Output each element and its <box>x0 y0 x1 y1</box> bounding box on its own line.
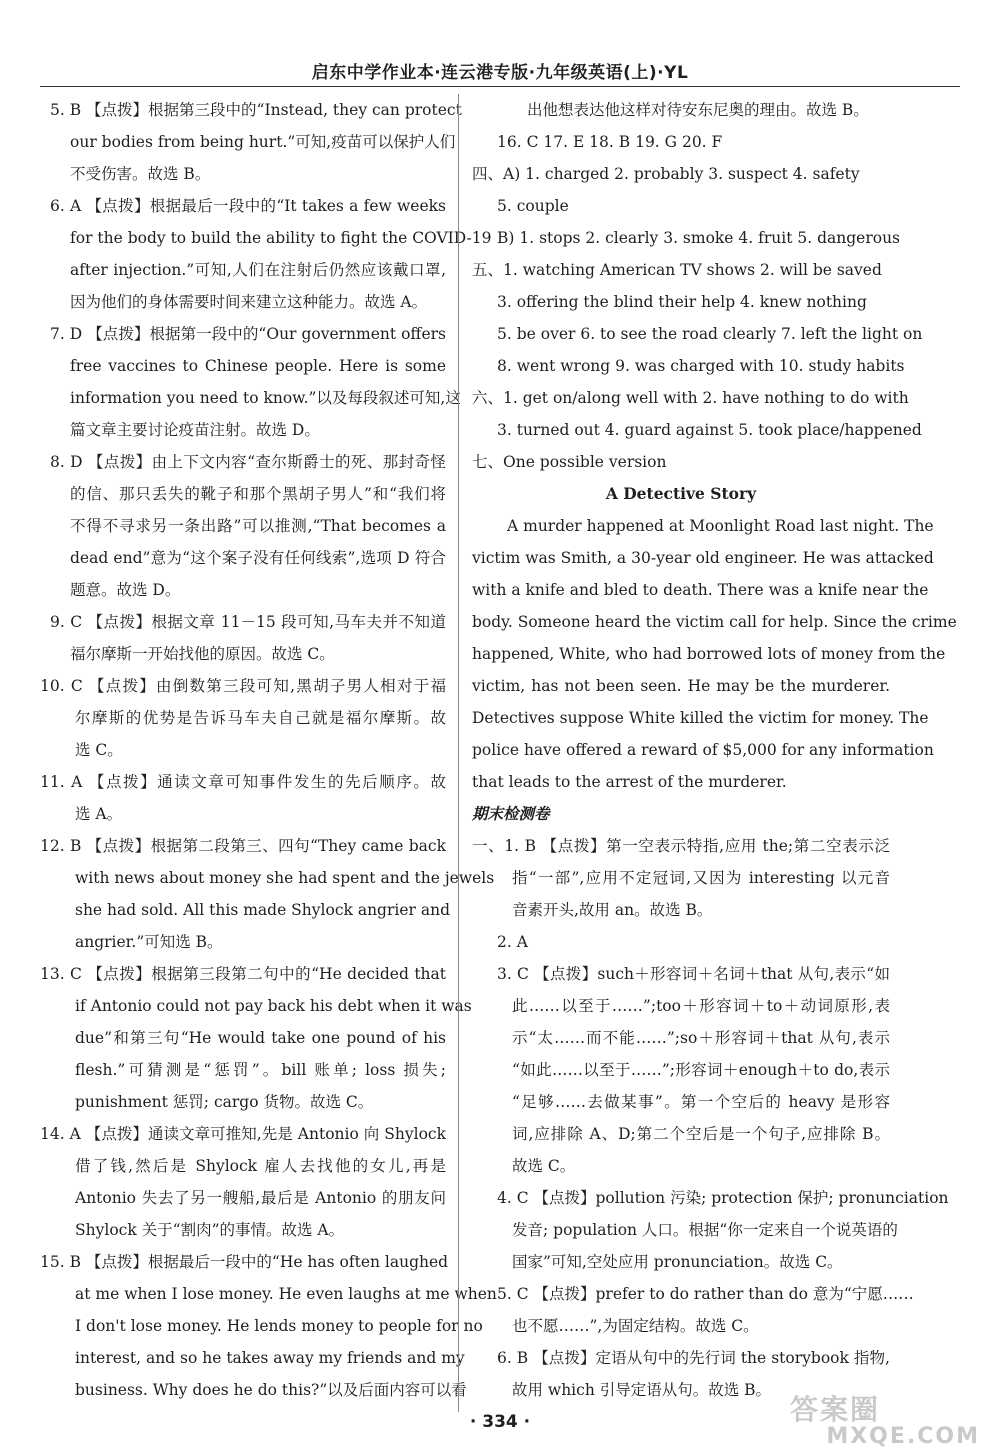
watermark-top-text: 答案圈 <box>790 1393 881 1426</box>
text-line: business. Why does he do this?”以及后面内容可以看 <box>75 1381 467 1399</box>
text-line: 5. C 【点拨】prefer to do rather than do 意为“宁愿…… <box>497 1285 914 1303</box>
text-line: I don't lose money. He lends money to people for no <box>75 1317 483 1335</box>
header-rule <box>40 86 960 87</box>
text-line: 不受伤害。故选 B。 <box>70 165 211 183</box>
text-line: 尔摩斯的优势是告诉马车夫自己就是福尔摩斯。故 <box>75 709 446 727</box>
section-heading: 期末检测卷 <box>472 805 550 823</box>
text-line: 四、A) 1. charged 2. probably 3. suspect 4. safety <box>472 165 860 183</box>
text-line: 选 C。 <box>75 741 123 759</box>
text-line: 9. C 【点拨】根据文章 11－15 段可知,马车夫并不知道 <box>50 613 446 631</box>
text-line: 出他想表达他这样对待安东尼奥的理由。故选 B。 <box>527 101 869 119</box>
text-line: happened, White, who had borrowed lots of money from the <box>472 645 946 663</box>
text-line: 故用 which 引导定语从句。故选 B。 <box>512 1381 772 1399</box>
left-column <box>40 94 497 1406</box>
text-line: 七、One possible version <box>472 453 667 471</box>
text-line: body. Someone heard the victim call for help. Since the crime <box>472 613 957 631</box>
text-line: “足够……去做某事”。第一个空后的 heavy 是形容 <box>512 1093 890 1111</box>
text-line: 3. C 【点拨】such＋形容词＋名词＋that 从句,表示“如 <box>497 965 890 983</box>
text-line: for the body to build the ability to fight the COVID-19 <box>70 229 492 247</box>
text-line: after injection.”可知,人们在注射后仍然应该戴口罩, <box>70 261 446 279</box>
text-line: Shylock 关于“割肉”的事情。故选 A。 <box>75 1221 345 1239</box>
text-line: 12. B 【点拨】根据第二段第三、四句“They came back <box>40 837 446 855</box>
text-line: 指“一部”,应用不定冠词,又因为 interesting 以元音 <box>512 869 890 887</box>
text-line: flesh.”可猜测是“惩罚”。bill 账单; loss 损失; <box>75 1061 446 1079</box>
text-line: interest, and so he takes away my friends and my <box>75 1349 465 1367</box>
text-line: 福尔摩斯一开始找他的原因。故选 C。 <box>70 645 335 663</box>
page-header-title: 启东中学作业本·连云港专版·九年级英语(上)·YL <box>311 63 689 83</box>
text-line: “如此……以至于……”;形容词＋enough＋to do,表示 <box>512 1061 890 1079</box>
text-line: 5. couple <box>497 197 569 215</box>
text-line: 音素开头,故用 an。故选 B。 <box>512 901 713 919</box>
text-line: 11. A 【点拨】通读文章可知事件发生的先后顺序。故 <box>40 773 446 791</box>
text-line: with news about money she had spent and the jewels <box>75 869 495 887</box>
text-line: victim, has not been seen. He may be the murderer. <box>472 677 890 695</box>
column-divider <box>458 94 459 1412</box>
text-line: Detectives suppose White killed the victim for money. The <box>472 709 929 727</box>
text-line: 3. turned out 4. guard against 5. took place/happened <box>497 421 922 439</box>
text-line: 选 A。 <box>75 805 123 823</box>
text-line: 8. went wrong 9. was charged with 10. study habits <box>497 357 905 375</box>
text-line: free vaccines to Chinese people. Here is some <box>70 357 446 375</box>
text-line: with a knife and bled to death. There was a knife near the <box>472 581 929 599</box>
text-line: 国家”可知,空处应用 pronunciation。故选 C。 <box>512 1253 843 1271</box>
text-line: 4. C 【点拨】pollution 污染; protection 保护; pronunciation <box>497 1189 949 1207</box>
right-column <box>472 94 957 1406</box>
text-line: 六、1. get on/along well with 2. have nothing to do with <box>472 389 909 407</box>
text-line: 借了钱,然后是 Shylock 雇人去找他的女儿,再是 <box>75 1157 446 1175</box>
text-line: punishment 惩罚; cargo 货物。故选 C。 <box>75 1093 374 1111</box>
text-line: 5. be over 6. to see the road clearly 7. left the light on <box>497 325 923 343</box>
page-number: · 334 · <box>469 1412 531 1432</box>
text-line: 篇文章主要讨论疫苗注射。故选 D。 <box>70 421 320 439</box>
text-line: 发音; population 人口。根据“你一定来自一个说英语的 <box>512 1221 898 1239</box>
text-line: 此……以至于……”;too＋形容词＋to＋动词原形,表 <box>512 997 890 1015</box>
text-line: 2. A <box>497 933 528 951</box>
text-line: police have offered a reward of $5,000 for any information <box>472 741 934 759</box>
text-line: 故选 C。 <box>512 1157 576 1175</box>
text-line: if Antonio could not pay back his debt when it was <box>75 997 472 1015</box>
text-line: 10. C 【点拨】由倒数第三段可知,黑胡子男人相对于福 <box>40 677 446 695</box>
text-line: due”和第三句“He would take one pound of his <box>75 1029 446 1047</box>
text-line: our bodies from being hurt.”可知,疫苗可以保护人们 <box>70 133 456 151</box>
text-line: 3. offering the blind their help 4. knew nothing <box>497 293 867 311</box>
text-line: dead end”意为“这个案子没有任何线索”,选项 D 符合 <box>70 549 446 567</box>
text-line: B) 1. stops 2. clearly 3. smoke 4. fruit 5. dangerous <box>497 229 900 247</box>
text-line: 8. D 【点拨】由上下文内容“查尔斯爵士的死、那封奇怪 <box>50 453 446 471</box>
watermark-bottom-text: MXQE.COM <box>826 1424 980 1449</box>
text-line: 示“太……而不能……”;so＋形容词＋that 从句,表示 <box>512 1029 890 1047</box>
text-line: 6. B 【点拨】定语从句中的先行词 the storybook 指物, <box>497 1349 890 1367</box>
text-line: Antonio 失去了另一艘船,最后是 Antonio 的朋友问 <box>75 1189 446 1207</box>
text-line: 16. C 17. E 18. B 19. G 20. F <box>497 133 723 151</box>
text-line: 五、1. watching American TV shows 2. will be saved <box>472 261 882 279</box>
essay-title: A Detective Story <box>605 484 757 503</box>
text-line: 6. A 【点拨】根据最后一段中的“It takes a few weeks <box>50 197 446 215</box>
text-line: she had sold. All this made Shylock angrier and <box>75 901 450 919</box>
text-line: 14. A 【点拨】通读文章可推知,先是 Antonio 向 Shylock <box>40 1125 446 1143</box>
text-line: 不得不寻求另一条出路”可以推测,“That becomes a <box>70 517 446 535</box>
text-line: that leads to the arrest of the murderer. <box>472 773 787 791</box>
text-line: 13. C 【点拨】根据第三段第二句中的“He decided that <box>40 965 446 983</box>
text-line: 的信、那只丢失的靴子和那个黑胡子男人”和“我们将 <box>70 485 446 503</box>
text-line: 词,应排除 A、D;第二个空后是一个句子,应排除 B。 <box>512 1125 890 1143</box>
text-line: victim was Smith, a 30-year old engineer. He was attacked <box>472 549 934 567</box>
text-line: 5. B 【点拨】根据第三段中的“Instead, they can protect <box>50 101 462 119</box>
text-line: 也不愿……”,为固定结构。故选 C。 <box>512 1317 759 1335</box>
text-line: angrier.”可知选 B。 <box>75 933 223 951</box>
text-line: 因为他们的身体需要时间来建立这种能力。故选 A。 <box>70 293 428 311</box>
watermark-logo <box>790 1395 990 1451</box>
text-line: at me when I lose money. He even laughs at me when <box>75 1285 497 1303</box>
text-line: 题意。故选 D。 <box>70 581 181 599</box>
text-line: information you need to know.”以及每段叙述可知,这 <box>70 389 461 407</box>
text-line: A murder happened at Moonlight Road last night. The <box>507 517 934 535</box>
text-line: 7. D 【点拨】根据第一段中的“Our government offers <box>50 325 446 343</box>
text-line: 15. B 【点拨】根据最后一段中的“He has often laughed <box>40 1253 449 1271</box>
text-line: 一、1. B 【点拨】第一空表示特指,应用 the;第二空表示泛 <box>472 837 890 855</box>
